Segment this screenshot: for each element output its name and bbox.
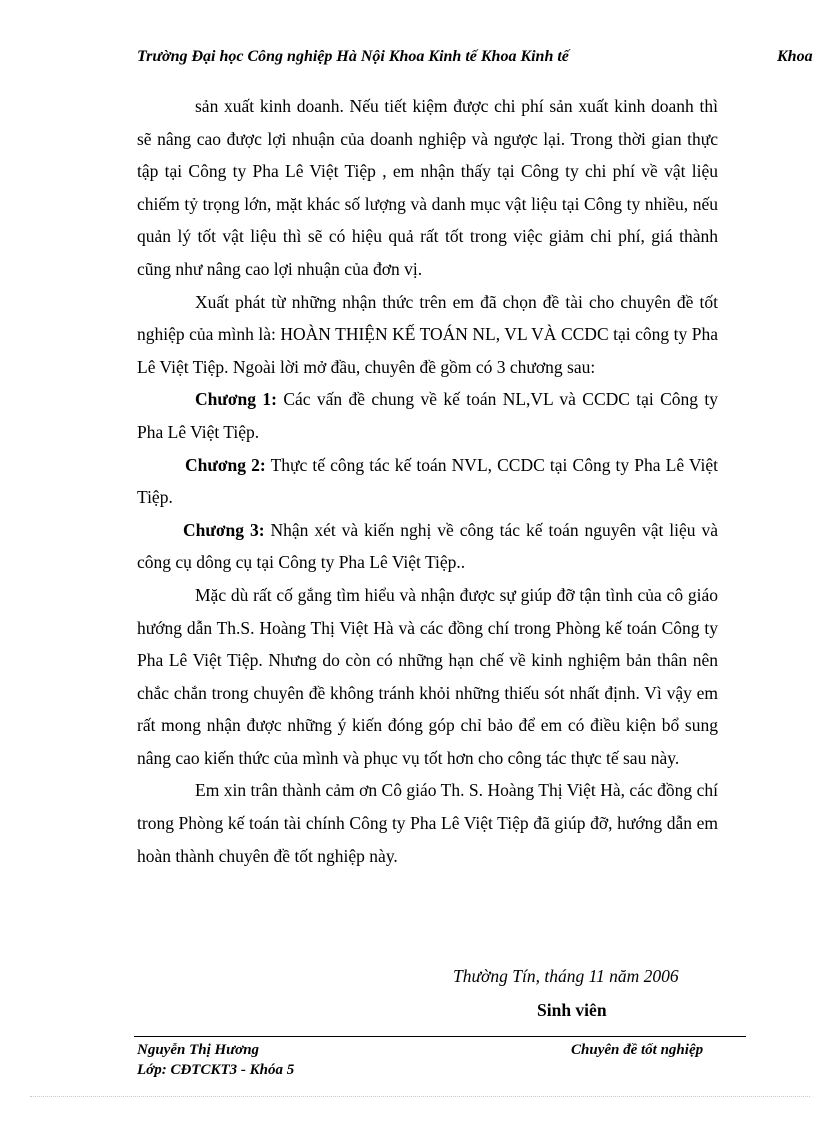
chapter-2-label: Chương 2: bbox=[185, 454, 266, 475]
chapter-3 bbox=[137, 514, 718, 579]
chapter-1 bbox=[137, 383, 718, 448]
page-bottom-dotted-rule bbox=[30, 1096, 810, 1097]
header-institution: Trường Đại học Công nghiệp Hà Nội Khoa Kinh tế Khoa Kinh tế bbox=[137, 48, 569, 65]
header-truncated: Khoa bbox=[777, 48, 813, 65]
chapter-2-text: Thực tế công tác kế toán NVL, CCDC tại Công ty Pha Lê Việt Tiệp. bbox=[137, 454, 719, 508]
paragraph-intro: sản xuất kinh doanh. Nếu tiết kiệm được chi phí sản xuất kinh doanh thì sẽ nâng cao được lợi nhuận của doanh nghiệp và ngược lại. Trong thời gian thực tập tại Công ty Pha Lê Việt Tiệp , em nhận thấy tại Công ty chi phí về vật liệu chiếm tỷ trọng lớn, mặt khác số lượng và danh mục vật liệu tại Công ty nhiều, nếu quản lý tốt vật liệu thì sẽ có hiệu quả rất tốt trong việc giảm chi phí, giá thành cũng như nâng cao lợi nhuận của đơn vị. bbox=[137, 96, 718, 279]
footer-divider bbox=[134, 1036, 746, 1037]
paragraph-acknowledgement: Mặc dù rất cố gắng tìm hiểu và nhận được sự giúp đỡ tận tình của cô giáo hướng dẫn Th.S. Hoàng Thị Việt Hà và các đồng chí trong Phòng kế toán Công ty Pha Lê Việt Tiệp. Nhưng do còn có những hạn chế về kinh nghiệm bản thân nên chắc chắn trong chuyên đề không tránh khỏi những thiếu sót nhất định. Vì vậy em rất mong nhận được những ý kiến đóng góp chỉ bảo để em có điều kiện bổ sung nâng cao kiến thức của mình và phục vụ tốt hơn cho công tác thực tế sau này. bbox=[137, 584, 718, 768]
body-text bbox=[137, 90, 718, 872]
chapter-3-label: Chương 3: bbox=[183, 519, 265, 540]
paragraph-thanks: Em xin trân thành cảm ơn Cô giáo Th. S. Hoàng Thị Việt Hà, các đồng chí trong Phòng kế toán tài chính Công ty Pha Lê Việt Tiệp đã giúp đỡ, hướng dẫn em hoàn thành chuyên đề tốt nghiệp này. bbox=[137, 780, 718, 866]
chapter-2 bbox=[137, 449, 718, 514]
footer-class: Lớp: CĐTCKT3 - Khóa 5 bbox=[137, 1062, 295, 1078]
chapter-1-text: Các vấn đề chung về kế toán NL,VL và CCDC tại Công ty Pha Lê Việt Tiệp. bbox=[137, 389, 719, 442]
footer-doc-type: Chuyên đề tốt nghiệp bbox=[571, 1042, 704, 1058]
paragraph-topic: Xuất phát từ những nhận thức trên em đã chọn đề tài cho chuyên đề tốt nghiệp của mình là: HOÀN THIỆN KẾ TOÁN NL, VL VÀ CCDC tại công ty Pha Lê Việt Tiệp. Ngoài lời mở đầu, chuyên đề gồm có 3 chương sau: bbox=[137, 291, 718, 377]
footer-author: Nguyễn Thị Hương bbox=[137, 1042, 260, 1058]
chapter-3-text: Nhận xét và kiến nghị về công tác kế toán nguyên vật liệu và công cụ dông cụ tại Công ty Pha Lê Việt Tiệp.. bbox=[137, 519, 719, 573]
signature-role: Sinh viên bbox=[537, 1000, 607, 1020]
chapter-1-label: Chương 1: bbox=[195, 389, 277, 410]
signature-place-date: Thường Tín, tháng 11 năm 2006 bbox=[453, 966, 679, 986]
page-header bbox=[137, 48, 816, 70]
